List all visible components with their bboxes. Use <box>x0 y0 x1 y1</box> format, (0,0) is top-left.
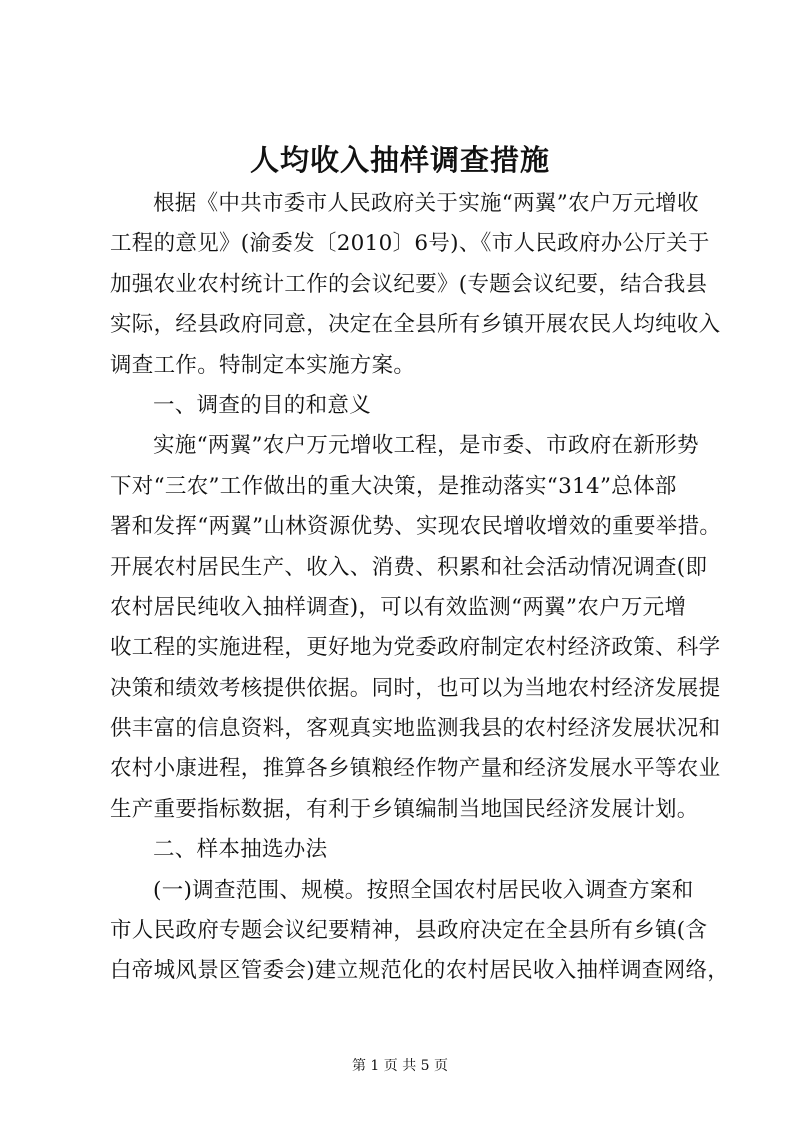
document-body <box>110 184 730 992</box>
paragraph-line: 下对“三农”工作做出的重大决策，是推动落实“314”总体部 <box>110 473 677 499</box>
section-heading: 一、调查的目的和意义 <box>153 392 372 418</box>
paragraph-line: 实施“两翼”农户万元增收工程，是市委、市政府在新形势 <box>153 433 699 459</box>
paragraph-line: 决策和绩效考核提供依据。同时，也可以为当地农村经济发展提 <box>110 675 721 701</box>
paragraph-line: 供丰富的信息资料，客观真实地监测我县的农村经济发展状况和 <box>110 716 721 742</box>
page-footer: 第 1 页 共 5 页 <box>351 1058 449 1074</box>
paragraph-line: 开展农村居民生产、收入、消费、积累和社会活动情况调查(即 <box>110 554 708 580</box>
paragraph-line: 农村小康进程，推算各乡镇粮经作物产量和经济发展水平等农业 <box>110 756 721 782</box>
paragraph-line: 根据《中共市委市人民政府关于实施“两翼”农户万元增收 <box>153 191 699 216</box>
paragraph-line: 调查工作。特制定本实施方案。 <box>110 352 416 378</box>
paragraph-line: 市人民政府专题会议纪要精神，县政府决定在全县所有乡镇(含 <box>110 918 708 944</box>
paragraph-line: 收工程的实施进程，更好地为党委政府制定农村经济政策、科学 <box>110 635 721 661</box>
paragraph-line: (一)调查范围、规模。按照全国农村居民收入调查方案和 <box>153 877 694 903</box>
paragraph-line: 加强农业农村统计工作的会议纪要》(专题会议纪要，结合我县 <box>110 271 708 297</box>
paragraph-line: 白帝城风景区管委会)建立规范化的农村居民收入抽样调查网络， <box>110 958 730 984</box>
paragraph-line: 农村居民纯收入抽样调查)，可以有效监测“两翼”农户万元增 <box>110 594 687 620</box>
document-title: 人均收入抽样调查措施 <box>249 143 550 177</box>
section-heading: 二、样本抽选办法 <box>153 837 328 863</box>
paragraph-line: 实际，经县政府同意，决定在全县所有乡镇开展农民人均纯收入 <box>110 312 721 338</box>
paragraph-line: 署和发挥“两翼”山林资源优势、实现农民增收增效的重要举措。 <box>110 514 722 540</box>
paragraph-line: 工程的意见》(渝委发〔2010〕6号)、《市人民政府办公厅关于 <box>110 231 710 257</box>
paragraph-line: 生产重要指标数据，有利于乡镇编制当地国民经济发展计划。 <box>110 796 699 822</box>
